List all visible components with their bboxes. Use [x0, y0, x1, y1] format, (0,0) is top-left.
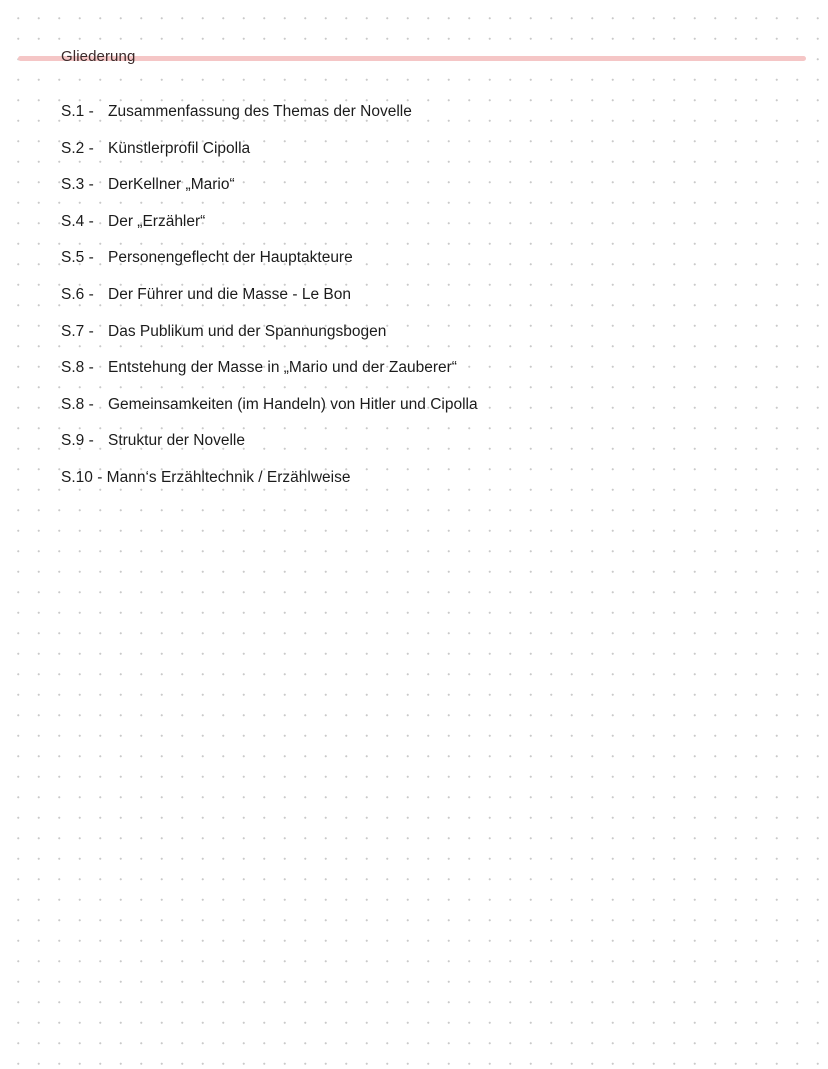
toc-item-text: Das Publikum und der Spannungsbogen [108, 322, 387, 340]
toc-item [61, 321, 478, 358]
toc-item-text: Struktur der Novelle [108, 432, 245, 450]
table-of-contents [61, 101, 478, 504]
toc-item [61, 138, 478, 175]
toc-item-number: S.4 - [61, 212, 94, 230]
toc-item [61, 284, 478, 321]
toc-item-number: S.6 - [61, 285, 94, 303]
toc-item-text: Künstlerprofil Cipolla [108, 139, 251, 157]
toc-item [61, 430, 478, 467]
toc-item-number: S.9 - [61, 432, 94, 450]
toc-item-number: S.3 - [61, 176, 94, 194]
toc-item-number: S.8 - [61, 359, 94, 377]
toc-item-number: S.5 - [61, 249, 94, 267]
toc-item [61, 394, 478, 431]
toc-item-text: Mann‘s Erzähltechnik / Erzählweise [106, 468, 351, 486]
toc-item [61, 247, 478, 284]
toc-item-number: S.2 - [61, 139, 94, 157]
toc-item-text: Personengeflecht der Hauptakteure [108, 249, 353, 267]
toc-item-text: Gemeinsamkeiten (im Handeln) von Hitler und Cipolla [108, 395, 478, 413]
toc-item-number: S.8 - [61, 395, 94, 413]
toc-item [61, 357, 478, 394]
toc-item-number: S.1 - [61, 103, 94, 120]
toc-item [61, 211, 478, 248]
toc-item-text: DerKellner „Mario“ [108, 176, 235, 194]
toc-item-number: S.7 - [61, 322, 94, 340]
toc-item-text: Der Führer und die Masse - Le Bon [108, 285, 351, 303]
heading-highlight [18, 56, 806, 61]
toc-item-text: Entstehung der Masse in „Mario und der Zauberer“ [108, 359, 457, 377]
toc-item [61, 101, 478, 138]
toc-item [61, 174, 478, 211]
toc-item-text: Der „Erzähler“ [108, 212, 206, 230]
toc-item [61, 467, 478, 504]
toc-item-number: S.10 - [61, 468, 103, 486]
toc-item-text: Zusammenfassung des Themas der Novelle [108, 103, 412, 120]
page-title: Gliederung [61, 48, 136, 65]
